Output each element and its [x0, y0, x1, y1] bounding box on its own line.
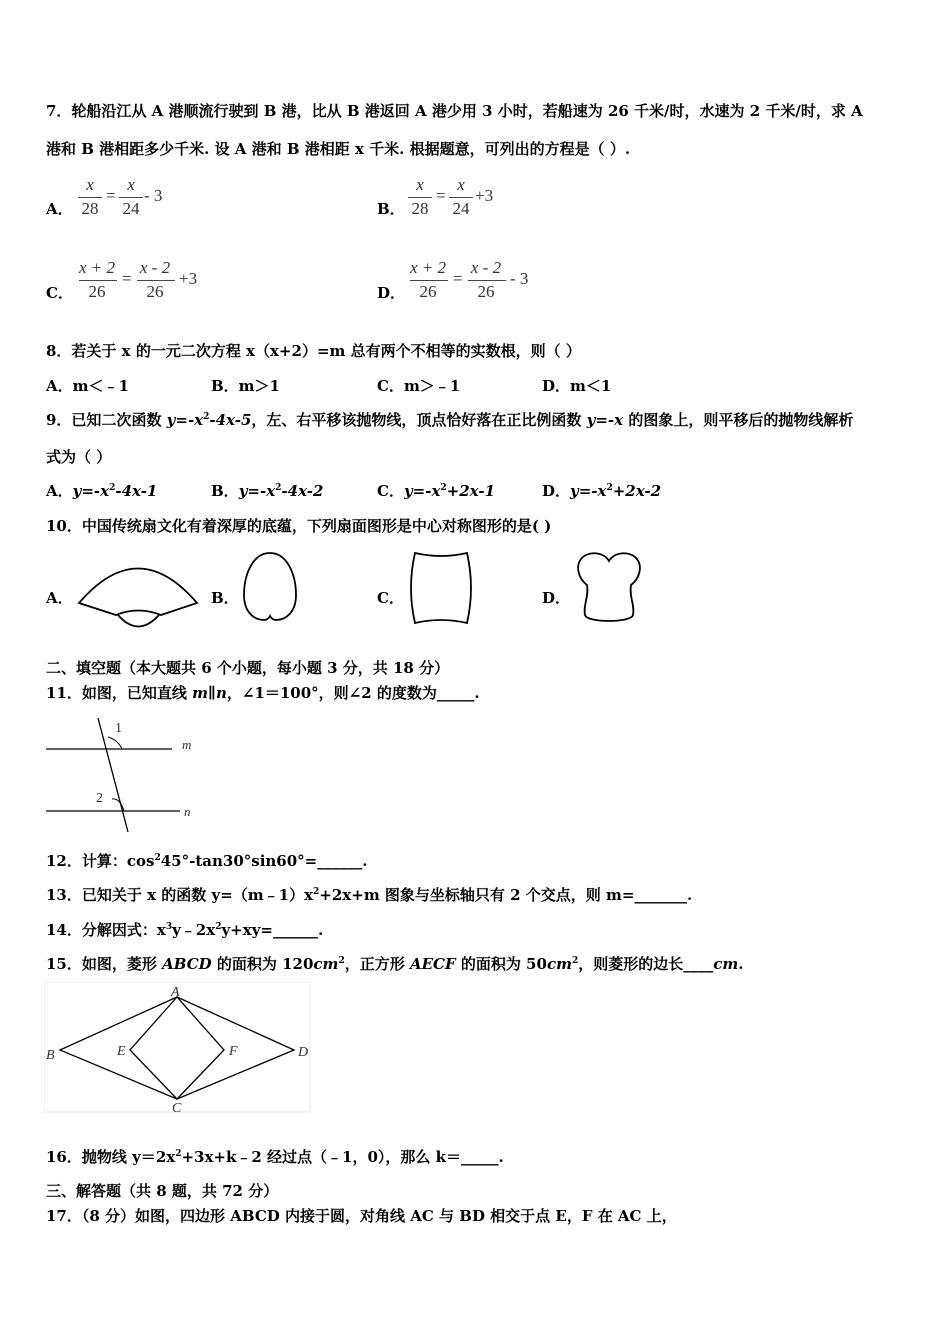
- q9-option-c: C．$y=-x^2+2x-1$: [377, 482, 496, 500]
- q10-stem: 10．中国传统扇文化有着深厚的底蕴，下列扇面图形是中心对称图形的是( ): [46, 517, 552, 535]
- q14-stem: 14．分解因式：$x^3y﹣2x^2y+xy=\_\_\_\_\_\_$.: [46, 921, 324, 939]
- q7-option-d-tail: - 3: [510, 269, 529, 288]
- q9-option-a: A．$y=-x^2-4x-1$: [46, 482, 158, 500]
- q11-angle-1-label: 1: [115, 721, 122, 736]
- q7-option-c-tail: +3: [179, 269, 198, 288]
- q16-stem: 16．抛物线 $y=2x^2+3x+k﹣2$ 经过点（﹣1，0），那么 k＝_____.: [46, 1148, 504, 1166]
- q8-stem: 8．若关于 x 的一元二次方程 x（x+2）=m 总有两个不相等的实数根，则（ ）: [46, 342, 581, 360]
- q11-angle-2-label: 2: [96, 791, 103, 806]
- q11-parallel-lines-figure: [40, 712, 210, 837]
- q7-option-c-equals: =: [122, 269, 132, 288]
- section-2-heading: 二、填空题（本大题共 6 个小题，每小题 3 分，共 18 分）: [46, 659, 450, 677]
- q15-point-e: E: [117, 1044, 126, 1059]
- q10-option-c-label: C．: [377, 589, 404, 607]
- q10-fan-c-figure: [405, 549, 477, 627]
- q15-point-f: F: [229, 1044, 238, 1059]
- q7-option-a-tail: - 3: [144, 186, 163, 205]
- q10-option-d-label: D．: [542, 589, 571, 607]
- q10-fan-d-figure: [573, 549, 645, 627]
- q15-point-d: D: [298, 1045, 309, 1060]
- q11-line-m-label: m: [182, 737, 192, 752]
- q10-option-a-label: A．: [46, 589, 73, 607]
- q7-option-b-tail: +3: [475, 186, 494, 205]
- q8-option-a: A．m＜﹣1: [46, 377, 129, 395]
- q15-rhombus-figure: [44, 982, 312, 1117]
- q7-option-d-label: D．: [377, 284, 406, 302]
- q15-stem: 15．如图，菱形 ABCD 的面积为 $120cm^2$，正方形 AECF 的面积为 $50cm^2$，则菱形的边长____cm.: [46, 955, 744, 973]
- q9-line1: 9．已知二次函数 $y=-x^2-4x-5$，左、右平移该抛物线，顶点恰好落在正比例函数 y=-x 的图象上，则平移后的抛物线解析: [46, 411, 854, 429]
- q11-line-n-label: n: [184, 804, 191, 819]
- q7-line2: 港和 B 港相距多少千米. 设 A 港和 B 港相距 x 千米. 根据题意，可列出的方程是（ ）.: [46, 140, 631, 158]
- q9-option-d: D．$y=-x^2+2x-2$: [542, 482, 662, 500]
- q7-option-b-equals: =: [436, 186, 446, 205]
- q11-stem: 11．如图，已知直线 m∥n，∠1＝100°，则∠2 的度数为_____.: [46, 684, 480, 702]
- q9-option-b: B．$y=-x^2-4x-2$: [211, 482, 324, 500]
- q8-option-b: B．m＞1: [211, 377, 280, 395]
- q9-line2: 式为（ ）: [46, 448, 112, 466]
- q8-option-c: C．m＞﹣1: [377, 377, 461, 395]
- q13-stem: 13．已知关于 x 的函数 $y=(m﹣1)x^2+2x+m$ 图象与坐标轴只有 2 个交点，则 m=_______.: [46, 886, 693, 904]
- q10-fan-b-figure: [240, 550, 300, 625]
- q12-stem: 12．计算：$\cos^245^\circ-\tan 30^\circ\sin 60^\circ=\_\_\_\_\_\_$.: [46, 852, 368, 870]
- q15-point-b: B: [46, 1048, 55, 1063]
- q7-option-a-label: A．: [46, 200, 73, 218]
- q8-option-d: D．m＜1: [542, 377, 612, 395]
- q15-point-a: A: [171, 985, 180, 1000]
- q7-line1: 7．轮船沿江从 A 港顺流行驶到 B 港，比从 B 港返回 A 港少用 3 小时，若船速为 26 千米/时，水速为 2 千米/时，求 A: [46, 102, 863, 120]
- q10-option-b-label: B．: [211, 589, 239, 607]
- q10-fan-a-figure: [76, 548, 201, 628]
- q7-option-c-label: C．: [46, 284, 73, 302]
- section-3-heading: 三、解答题（共 8 题，共 72 分）: [46, 1182, 279, 1200]
- q7-option-d-equals: =: [453, 269, 463, 288]
- q7-option-a-equals: =: [106, 186, 116, 205]
- q7-option-b-label: B．: [377, 200, 405, 218]
- q15-point-c: C: [172, 1101, 182, 1116]
- q17-stem: 17．（8 分）如图，四边形 ABCD 内接于圆，对角线 AC 与 BD 相交于点 E，F 在 AC 上，: [46, 1207, 677, 1225]
